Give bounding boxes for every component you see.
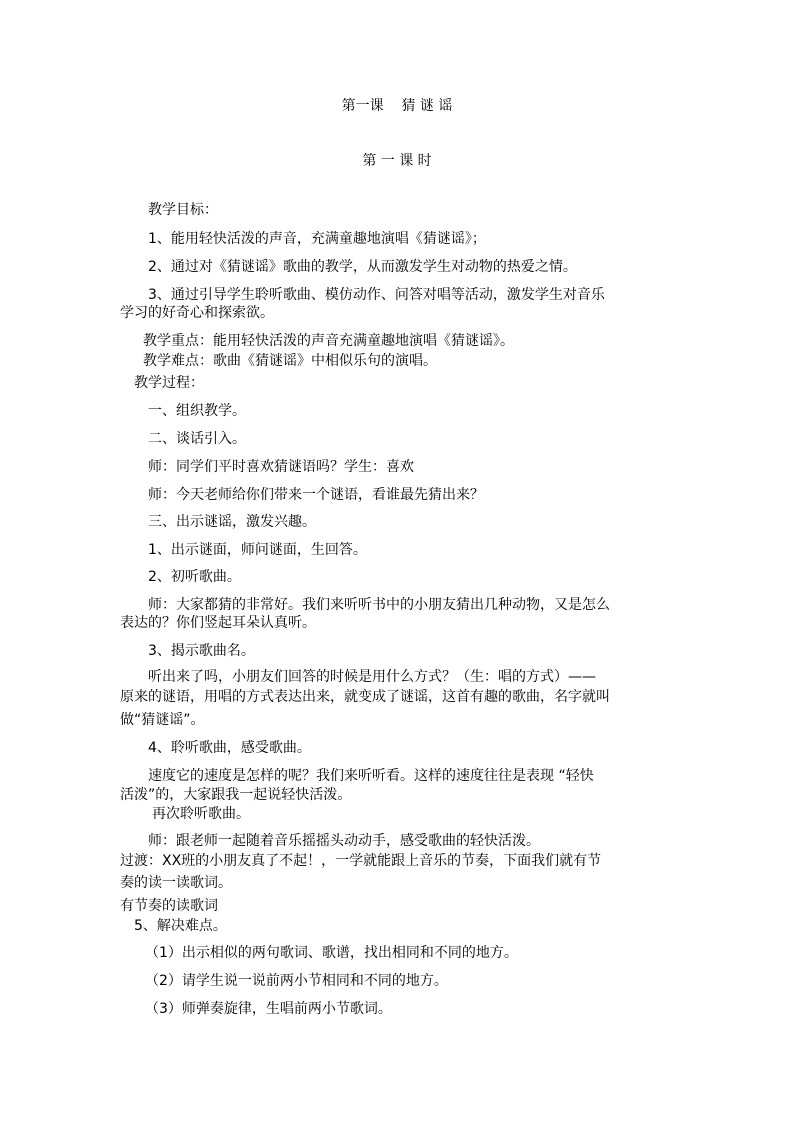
text-line: 奏的读一读歌词。 — [120, 875, 232, 891]
text-line: 2、通过对《猜谜谣》歌曲的教学，从而激发学生对动物的热爱之情。 — [148, 259, 577, 275]
text-line: 过渡：XX班的小朋友真了不起！，一学就能跟上音乐的节奏，下面我们就有节 — [120, 853, 602, 869]
text-line: 学习的好奇心和探索欲。 — [120, 305, 274, 321]
text-line: （1）出示相似的两句歌词、歌谱，找出相同和不同的地方。 — [145, 945, 518, 961]
text-line: 师：同学们平时喜欢猜谜语吗？学生：喜欢 — [148, 459, 414, 475]
text-line: 做“猜谜谣”。 — [120, 712, 205, 728]
text-line: 活泼”的，大家跟我一起说轻快活泼。 — [120, 787, 352, 803]
text-line: 教学目标： — [148, 202, 218, 218]
text-line: （2）请学生说一说前两小节相同和不同的地方。 — [145, 973, 448, 989]
text-line: 二、谈话引入。 — [148, 431, 246, 447]
text-line: 师：大家都猜的非常好。我们来听听书中的小朋友猜出几种动物，又是怎么 — [148, 597, 610, 613]
text-line: 再次聆听歌曲。 — [152, 806, 250, 822]
text-line: 5、解决难点。 — [134, 918, 227, 934]
text-line: 师：今天老师给你们带来一个谜语，看谁最先猜出来？ — [148, 487, 484, 503]
text-line: 速度它的速度是怎样的呢？我们来听听看。这样的速度往往是表现 “轻快 — [148, 768, 594, 784]
text-line: 三、出示谜谣，激发兴趣。 — [148, 514, 316, 530]
text-line: 教学难点：歌曲《猜谜谣》中相似乐句的演唱。 — [143, 353, 437, 369]
text-line: 师：跟老师一起随着音乐摇摇头动动手，感受歌曲的轻快活泼。 — [148, 833, 540, 849]
lesson-subtitle: 第 一 课 时 — [362, 153, 432, 169]
text-line: 2、初听歌曲。 — [148, 569, 241, 585]
text-line: 1、能用轻快活泼的声音，充满童趣地演唱《猜谜谣》； — [148, 231, 486, 247]
text-line: 表达的？你们竖起耳朵认真听。 — [120, 615, 316, 631]
text-line: 4、聆听歌曲，感受歌曲。 — [148, 740, 311, 756]
text-line: 有节奏的读歌词 — [120, 898, 218, 914]
lesson-title: 第一课 猜 谜 谣 — [341, 98, 453, 114]
text-line: 一、组织教学。 — [148, 403, 246, 419]
text-line: 1、出示谜面，师问谜面，生回答。 — [148, 542, 367, 558]
text-line: 教学过程： — [134, 375, 204, 391]
text-line: 听出来了吗，小朋友们回答的时候是用什么方式？（生：唱的方式）—— — [148, 669, 596, 685]
text-line: 教学重点：能用轻快活泼的声音充满童趣地演唱《猜谜谣》。 — [143, 333, 514, 349]
text-line: （3）师弹奏旋律，生唱前两小节歌词。 — [145, 1001, 392, 1017]
text-line: 3、揭示歌曲名。 — [148, 643, 255, 659]
text-line: 3、通过引导学生聆听歌曲、模仿动作、问答对唱等活动，激发学生对音乐 — [148, 287, 605, 303]
text-line: 原来的谜语，用唱的方式表达出来，就变成了谜谣，这首有趣的歌曲，名字就叫 — [120, 689, 610, 705]
